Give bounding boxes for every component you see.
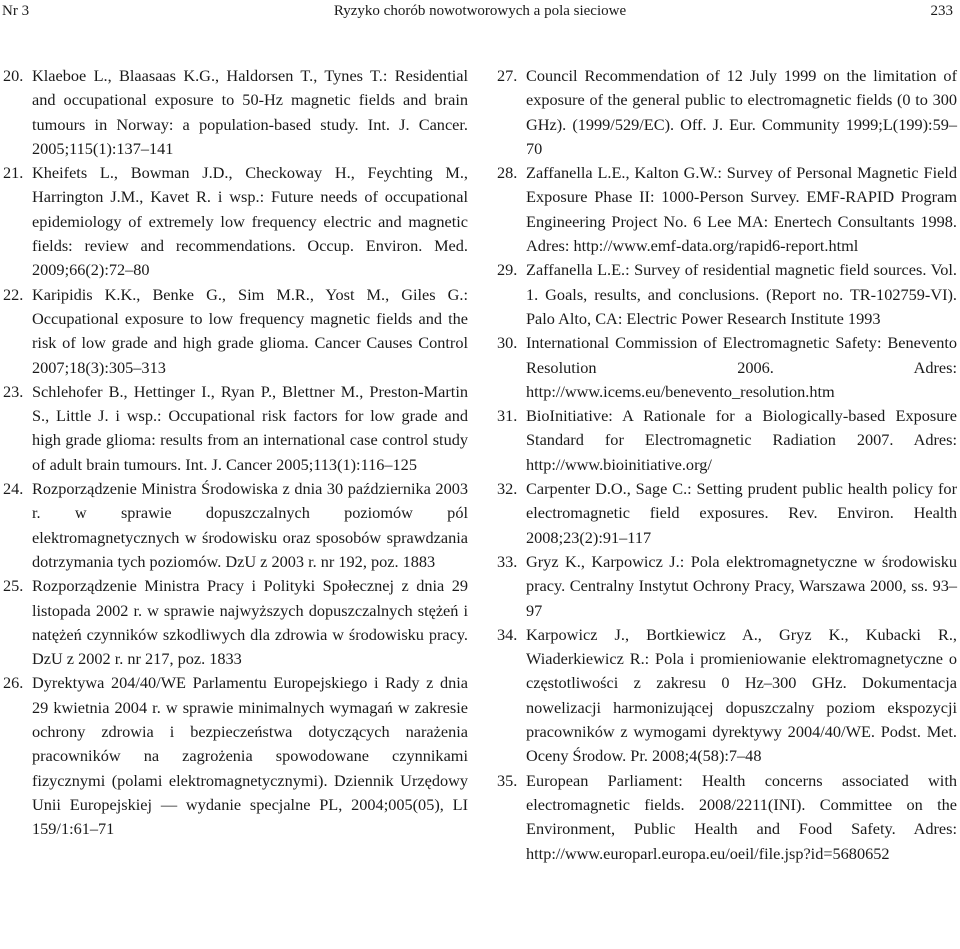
reference-text: Gryz K., Karpowicz J.: Pola elektromagnetyczne w środowisku pracy. Centralny Instytut Ochrony Pracy, Warszawa 2000, ss. 93–97	[526, 551, 957, 620]
reference-number: 34.	[497, 624, 518, 644]
reference-text: Carpenter D.O., Sage C.: Setting prudent public health policy for electromagnetic field exposures. Rev. Environ. Health 2008;23(2):91–117	[526, 479, 957, 547]
reference-text: Karpowicz J., Bortkiewicz A., Gryz K., Kubacki R., Wiaderkiewicz R.: Pola i promieniowanie elektromagnetyczne o częstotliwości z zakresu 0 Hz–300 GHz. Dokumentacja nowelizacji harmonizującej dopuszczalny poziom ekspozycji pracowników z wymogami dyrektywy 2004/40/WE. Podst. Met. Oceny Środow. Pr. 2008;4(58):7–48	[526, 624, 957, 766]
reference-item	[3, 283, 468, 380]
page-number: 233	[930, 3, 953, 19]
running-header	[0, 0, 960, 24]
reference-item	[3, 477, 468, 574]
reference-text: Dyrektywa 204/40/WE Parlamentu Europejskiego i Rady z dnia 29 kwietnia 2004 r. w sprawie minimalnych wymagań w zakresie ochrony zdrowia i bezpieczeństwa dotyczących narażenia pracowników na zagrożenia spowodowane czynnikami fizycznymi (polami elektromagnetycznymi). Dziennik Urzędowy Unii Europejskiej — wydanie specjalne PL, 2004;005(05), LI 159/1:61–71	[32, 673, 468, 839]
reference-number: 21.	[3, 163, 24, 183]
reference-number: 25.	[3, 576, 24, 596]
reference-item	[3, 380, 468, 477]
reference-text: European Parliament: Health concerns associated with electromagnetic fields. 2008/2211(INI). Committee on the Environment, Public Health and Food Safety. Adres: http://www.europarl.europa.eu/oeil/file.jsp?id=5680652	[526, 770, 957, 863]
issue-number: Nr 3	[2, 3, 30, 19]
reference-number: 33.	[497, 551, 518, 571]
reference-text: Zaffanella L.E.: Survey of residential magnetic field sources. Vol. 1. Goals, results, and conclusions. (Report no. TR-102759-VI). Palo Alto, CA: Electric Power Research Institute 1993	[526, 260, 957, 328]
reference-item	[3, 671, 468, 841]
reference-number: 29.	[497, 260, 518, 280]
reference-item	[497, 550, 957, 623]
reference-number: 26.	[3, 673, 24, 693]
reference-item	[3, 64, 468, 161]
reference-column-right	[497, 64, 957, 866]
reference-text: International Commission of Electromagnetic Safety: Benevento Resolution 2006. Adres: http://www.icems.eu/benevento_resolution.htm	[526, 333, 957, 401]
reference-text: BioInitiative: A Rationale for a Biologically-based Exposure Standard for Electromagnetic Radiation 2007. Adres: http://www.bioinitiative.org/	[526, 406, 957, 474]
reference-item	[497, 64, 957, 161]
reference-text: Schlehofer B., Hettinger I., Ryan P., Blettner M., Preston-Martin S., Little J. i wsp.: Occupational risk factors for low grade and high grade glioma: results from an international case control study of adult brain tumours. Int. J. Cancer 2005;113(1):116–125	[32, 381, 468, 474]
reference-text: Kheifets L., Bowman J.D., Checkoway H., Feychting M., Harrington J.M., Kavet R. i wsp.: Future needs of occupational epidemiology of extremely low frequency electric and magnetic fields: review and recommendations. Occup. Environ. Med. 2009;66(2):72–80	[32, 163, 468, 280]
reference-number: 24.	[3, 479, 24, 499]
reference-number: 31.	[497, 406, 518, 426]
reference-item	[3, 161, 468, 282]
reference-item	[3, 574, 468, 671]
reference-item	[497, 258, 957, 331]
reference-text: Rozporządzenie Ministra Pracy i Polityki Społecznej z dnia 29 listopada 2002 r. w sprawie najwyższych dopuszczalnych stężeń i natężeń czynników szkodliwych dla zdrowia w środowisku pracy. DzU z 2002 r. nr 217, poz. 1833	[32, 576, 468, 669]
reference-number: 30.	[497, 333, 518, 353]
reference-column-left	[3, 64, 468, 842]
reference-item	[497, 477, 957, 550]
reference-number: 20.	[3, 66, 24, 85]
reference-text: Klaeboe L., Blaasaas K.G., Haldorsen T., Tynes T.: Residential and occupational exposure to 50-Hz magnetic fields and brain tumours in Norway: a population-based study. Int. J. Cancer. 2005;115(1):137–141	[32, 66, 468, 158]
reference-number: 22.	[3, 284, 24, 304]
reference-text: Council Recommendation of 12 July 1999 on the limitation of exposure of the general public to electromagnetic fields (0 to 300 GHz). (1999/529/EC). Off. J. Eur. Community 1999;L(199):59–70	[526, 66, 957, 158]
reference-number: 32.	[497, 479, 518, 499]
reference-item	[497, 331, 957, 404]
reference-item	[497, 769, 957, 866]
reference-number: 27.	[497, 66, 518, 85]
reference-text: Zaffanella L.E., Kalton G.W.: Survey of Personal Magnetic Field Exposure Phase II: 1000-Person Survey. EMF-RAPID Program Engineering Project No. 6 Lee MA: Enertech Consultants 1998. Adres: http://www.emf-data.org/rapid6-report.html	[526, 163, 957, 256]
reference-number: 35.	[497, 770, 518, 790]
reference-item	[497, 161, 957, 258]
reference-text: Rozporządzenie Ministra Środowiska z dnia 30 października 2003 r. w sprawie dopuszczalnych poziomów pól elektromagnetycznych w środowisku oraz sposobów sprawdzania dotrzymania tych poziomów. DzU z 2003 r. nr 192, poz. 1883	[32, 479, 468, 571]
reference-item	[497, 623, 957, 769]
running-title: Ryzyko chorób nowotworowych a pola sieciowe	[333, 3, 627, 19]
reference-text: Karipidis K.K., Benke G., Sim M.R., Yost M., Giles G.: Occupational exposure to low frequency magnetic fields and the risk of low grade and high grade glioma. Cancer Causes Control 2007;18(3):305–313	[32, 284, 468, 377]
reference-item	[497, 404, 957, 477]
reference-number: 23.	[3, 381, 24, 401]
reference-number: 28.	[497, 163, 518, 183]
